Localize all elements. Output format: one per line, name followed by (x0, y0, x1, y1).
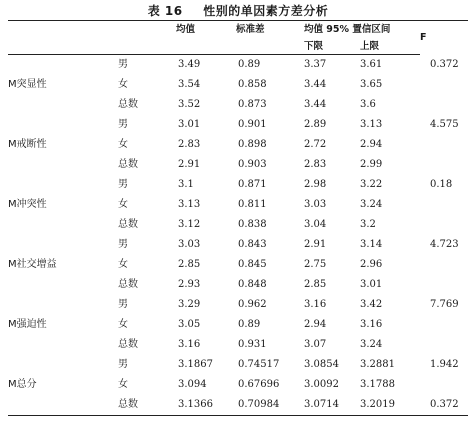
f-cell: 0.18 (430, 179, 453, 190)
sd-cell: 0.931 (238, 339, 267, 350)
table-row (8, 175, 468, 195)
ci-lower-cell: 3.04 (304, 219, 327, 230)
mean-cell: 3.49 (178, 59, 201, 70)
sd-cell: 0.858 (238, 79, 267, 90)
ci-lower-cell: 2.75 (304, 259, 327, 270)
ci-upper-cell: 3.2881 (360, 359, 395, 370)
sd-cell: 0.89 (238, 319, 261, 330)
ci-upper-cell: 3.24 (360, 339, 383, 350)
sd-cell: 0.898 (238, 139, 267, 150)
ci-upper-cell: 3.65 (360, 79, 383, 90)
ci-upper-cell: 3.22 (360, 179, 383, 190)
mean-cell: 3.1867 (178, 359, 213, 370)
table-number: 表 16 (147, 4, 183, 18)
header-ci: 均值 95% 置信区间 (304, 21, 420, 40)
ci-upper-cell: 3.2019 (360, 395, 420, 416)
ci-lower-cell: 2.89 (304, 119, 327, 130)
gender-label: 总数 (118, 99, 138, 110)
sd-cell: 0.871 (238, 179, 267, 190)
ci-upper-cell: 3.14 (360, 239, 383, 250)
gender-label: 女 (118, 319, 128, 330)
gender-label: 总数 (118, 219, 138, 230)
sd-cell: 0.70984 (236, 395, 304, 416)
table-row (8, 115, 468, 135)
gender-label: 女 (118, 139, 128, 150)
f-cell: 0.372 (430, 58, 459, 70)
sd-cell: 0.67696 (238, 379, 280, 390)
mean-cell: 2.83 (178, 139, 201, 150)
mean-cell: 3.03 (178, 239, 201, 250)
ci-upper-cell: 3.6 (360, 99, 376, 110)
ci-lower-cell: 3.03 (304, 199, 327, 210)
header-f: F (420, 21, 468, 55)
f-cell: 4.723 (430, 239, 459, 250)
ci-lower-cell: 2.72 (304, 139, 327, 150)
header-empty (8, 39, 118, 55)
f-cell (420, 255, 468, 275)
ci-upper-cell: 3.42 (360, 299, 383, 310)
ci-lower-cell: 2.98 (304, 179, 327, 190)
ci-lower-cell: 2.83 (304, 159, 327, 170)
header-lower: 下限 (304, 39, 360, 55)
ci-upper-cell: 2.96 (360, 259, 383, 270)
gender-label: 男 (118, 179, 128, 190)
ci-upper-cell: 3.16 (360, 319, 383, 330)
ci-lower-cell: 2.94 (304, 319, 327, 330)
header-mean: 均值 (176, 21, 236, 40)
f-cell (420, 75, 468, 95)
table-row (8, 235, 468, 255)
gender-label: 男 (118, 59, 128, 70)
f-cell (420, 215, 468, 235)
ci-lower-cell: 3.07 (304, 339, 327, 350)
gender-label: 男 (118, 119, 128, 130)
mean-cell: 3.094 (178, 379, 207, 390)
ci-lower-cell: 2.85 (304, 279, 327, 290)
sd-cell: 0.962 (238, 299, 267, 310)
ci-upper-cell: 3.2 (360, 219, 376, 230)
mean-cell: 3.29 (178, 299, 201, 310)
ci-upper-cell: 2.99 (360, 159, 383, 170)
variable-name: M突显性 (8, 79, 47, 90)
mean-cell: 3.12 (178, 219, 201, 230)
table-row (8, 55, 468, 76)
variable-name: M强迫性 (8, 319, 47, 330)
variable-name: M冲突性 (8, 199, 47, 210)
f-cell: 1.942 (430, 359, 459, 370)
gender-label: 男 (118, 239, 128, 250)
ci-upper-cell: 3.01 (360, 279, 383, 290)
mean-cell: 3.54 (178, 79, 201, 90)
header-empty (236, 39, 304, 55)
mean-cell: 3.1 (178, 179, 194, 190)
sd-cell: 0.845 (238, 259, 267, 270)
sd-cell: 0.903 (238, 159, 267, 170)
table-body (8, 55, 468, 416)
ci-upper-cell: 3.24 (360, 199, 383, 210)
header-empty (118, 21, 176, 40)
ci-lower-cell: 3.0714 (304, 395, 360, 416)
gender-label: 女 (118, 79, 128, 90)
mean-cell: 3.1366 (176, 395, 236, 416)
variable-name: M社交增益 (8, 259, 57, 270)
header-upper: 上限 (360, 39, 420, 55)
ci-upper-cell: 3.61 (360, 59, 383, 70)
f-cell (420, 275, 468, 295)
ci-upper-cell: 3.1788 (360, 379, 395, 390)
variable-name: M戒断性 (8, 139, 47, 150)
f-cell (420, 95, 468, 115)
sd-cell: 0.873 (238, 99, 267, 110)
gender-label: 男 (118, 359, 128, 370)
gender-label: 女 (118, 259, 128, 270)
f-cell (420, 195, 468, 215)
sd-cell: 0.74517 (238, 359, 280, 370)
table-row (8, 355, 468, 375)
f-cell (420, 315, 468, 335)
header-empty (8, 21, 118, 40)
ci-lower-cell: 3.44 (304, 99, 327, 110)
mean-cell: 2.85 (178, 259, 201, 270)
f-cell: 0.372 (420, 395, 468, 416)
gender-label: 总数 (118, 395, 176, 416)
f-cell (420, 375, 468, 395)
header-empty (118, 39, 176, 55)
ci-lower-cell: 3.0854 (304, 359, 339, 370)
mean-cell: 2.93 (178, 279, 201, 290)
ci-lower-cell: 3.37 (304, 59, 327, 70)
mean-cell: 3.05 (178, 319, 201, 330)
table-row (8, 295, 468, 315)
mean-cell: 3.52 (178, 99, 201, 110)
gender-label: 女 (118, 379, 128, 390)
table-header (8, 21, 468, 55)
header-sd: 标准差 (236, 21, 304, 40)
sd-cell: 0.811 (238, 199, 267, 210)
f-cell: 7.769 (430, 299, 459, 310)
sd-cell: 0.901 (238, 119, 267, 130)
gender-label: 总数 (118, 279, 138, 290)
table-caption (0, 2, 476, 19)
table-title: 性别的单因素方差分析 (203, 4, 329, 18)
mean-cell: 3.13 (178, 199, 201, 210)
ci-lower-cell: 2.91 (304, 239, 327, 250)
header-row-1 (8, 21, 468, 40)
gender-label: 总数 (118, 339, 138, 350)
ci-lower-cell: 3.0092 (304, 379, 339, 390)
ci-lower-cell: 3.16 (304, 299, 327, 310)
variable-name: M总分 (8, 355, 118, 416)
header-row-2 (8, 39, 468, 55)
gender-label: 男 (118, 299, 128, 310)
sd-cell: 0.838 (238, 219, 267, 230)
anova-table (8, 20, 468, 416)
ci-upper-cell: 2.94 (360, 139, 383, 150)
f-cell (420, 135, 468, 155)
sd-cell: 0.848 (238, 279, 267, 290)
f-cell: 4.575 (430, 119, 459, 130)
header-empty (176, 39, 236, 55)
mean-cell: 3.01 (178, 119, 201, 130)
f-cell (420, 155, 468, 175)
ci-upper-cell: 3.13 (360, 119, 383, 130)
f-cell (420, 335, 468, 355)
ci-lower-cell: 3.44 (304, 79, 327, 90)
sd-cell: 0.843 (238, 239, 267, 250)
mean-cell: 3.16 (178, 339, 201, 350)
sd-cell: 0.89 (238, 59, 261, 70)
gender-label: 女 (118, 199, 128, 210)
mean-cell: 2.91 (178, 159, 201, 170)
gender-label: 总数 (118, 159, 138, 170)
